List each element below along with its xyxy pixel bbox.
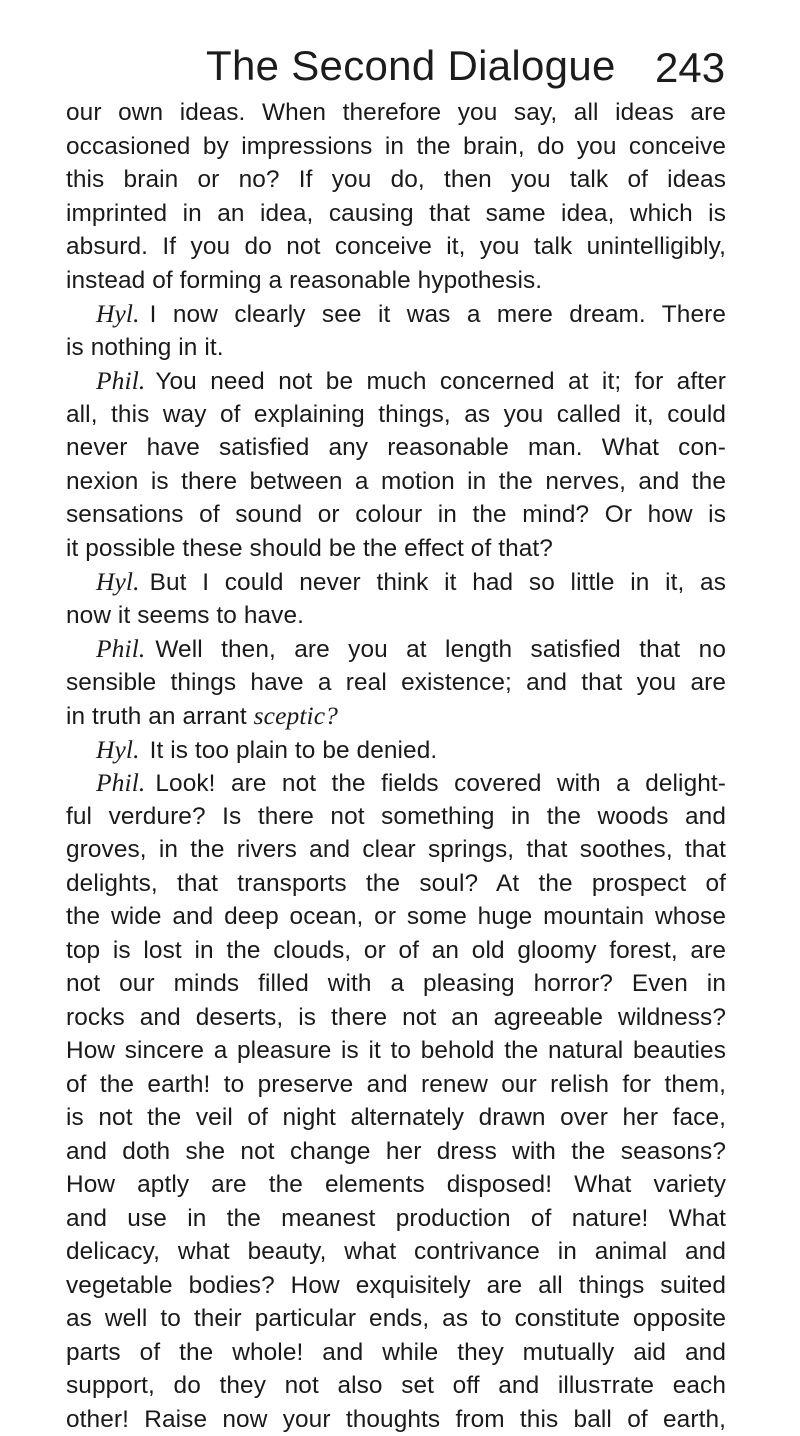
running-title: The Second Dialogue [206, 38, 616, 94]
text-line: as well to their particular ends, as to constitute opposite [66, 1302, 726, 1336]
text-line: support, do they not also set off and illusᴛrate each [66, 1369, 726, 1403]
text-line: and doth she not change her dress with the seasons? [66, 1135, 726, 1169]
text-line: sensible things have a real existence; and that you are [66, 666, 726, 700]
text-line [66, 297, 726, 331]
speech-text: in truth an arrant [66, 703, 254, 730]
text-line: sensations of sound or colour in the mind? Or how is [66, 498, 726, 532]
text-line: How sincere a pleasure is it to behold the natural beauties [66, 1034, 726, 1068]
text-line: instead of forming a reasonable hypothesis. [66, 264, 726, 298]
text-line: is nothing in it. [66, 331, 726, 365]
italic-word: sceptic? [254, 701, 338, 730]
text-line: is not the veil of night alternately drawn over her face, [66, 1101, 726, 1135]
speech-text: You need not be much concerned at it; for after [155, 368, 726, 395]
text-line: rocks and deserts, is there not an agreeable wildness? [66, 1001, 726, 1035]
text-line: now it seems to have. [66, 599, 726, 633]
page-number: 243 [655, 40, 725, 96]
speech-text: But I could never think it had so little in it, as [150, 569, 726, 596]
text-line [66, 364, 726, 398]
text-line: delicacy, what beauty, what contrivance in animal and [66, 1235, 726, 1269]
text-line: other! Raise now your thoughts from this ball of earth, [66, 1403, 726, 1436]
text-line: occasioned by impressions in the brain, do you conceive [66, 130, 726, 164]
text-line: groves, in the rivers and clear springs, that soothes, that [66, 833, 726, 867]
text-line: not our minds filled with a pleasing horror? Even in [66, 967, 726, 1001]
text-line: the wide and deep ocean, or some huge mountain whose [66, 900, 726, 934]
speaker-label: Phil. [96, 768, 145, 797]
text-line: never have satisfied any reasonable man. What con- [66, 431, 726, 465]
text-line: our own ideas. When therefore you say, all ideas are [66, 96, 726, 130]
text-line: top is lost in the clouds, or of an old gloomy forest, are [66, 934, 726, 968]
speech-text: I now clearly see it was a mere dream. There [150, 301, 726, 328]
text-line: and use in the meanest production of nature! What [66, 1202, 726, 1236]
text-line: absurd. If you do not conceive it, you talk unintelligibly, [66, 230, 726, 264]
text-line [66, 766, 726, 800]
speaker-label: Hyl. [96, 567, 140, 596]
speaker-label: Phil. [96, 366, 145, 395]
text-line [66, 632, 726, 666]
speech-text: Look! are not the fields covered with a delight- [155, 770, 726, 797]
text-line: How aptly are the elements disposed! What variety [66, 1168, 726, 1202]
text-line: all, this way of explaining things, as you called it, could [66, 398, 726, 432]
text-line: imprinted in an idea, causing that same idea, which is [66, 197, 726, 231]
text-line [66, 565, 726, 599]
speaker-label: Hyl. [96, 735, 140, 764]
text-line [66, 733, 726, 767]
speaker-label: Hyl. [96, 299, 140, 328]
text-line: delights, that transports the soul? At the prospect of [66, 867, 726, 901]
text-line: of the earth! to preserve and renew our relish for them, [66, 1068, 726, 1102]
running-head [0, 38, 800, 98]
speaker-label: Phil. [96, 634, 145, 663]
text-line: parts of the whole! and while they mutually aid and [66, 1336, 726, 1370]
text-line: vegetable bodies? How exquisitely are all things suited [66, 1269, 726, 1303]
text-line [66, 699, 726, 733]
text-line: nexion is there between a motion in the nerves, and the [66, 465, 726, 499]
text-line: this brain or no? If you do, then you talk of ideas [66, 163, 726, 197]
speech-text: Well then, are you at length satisfied that no [155, 636, 726, 663]
speech-text: It is too plain to be denied. [150, 737, 438, 764]
text-line: ful verdure? Is there not something in the woods and [66, 800, 726, 834]
text-line: it possible these should be the effect of that? [66, 532, 726, 566]
dialogue-text [66, 96, 726, 1436]
